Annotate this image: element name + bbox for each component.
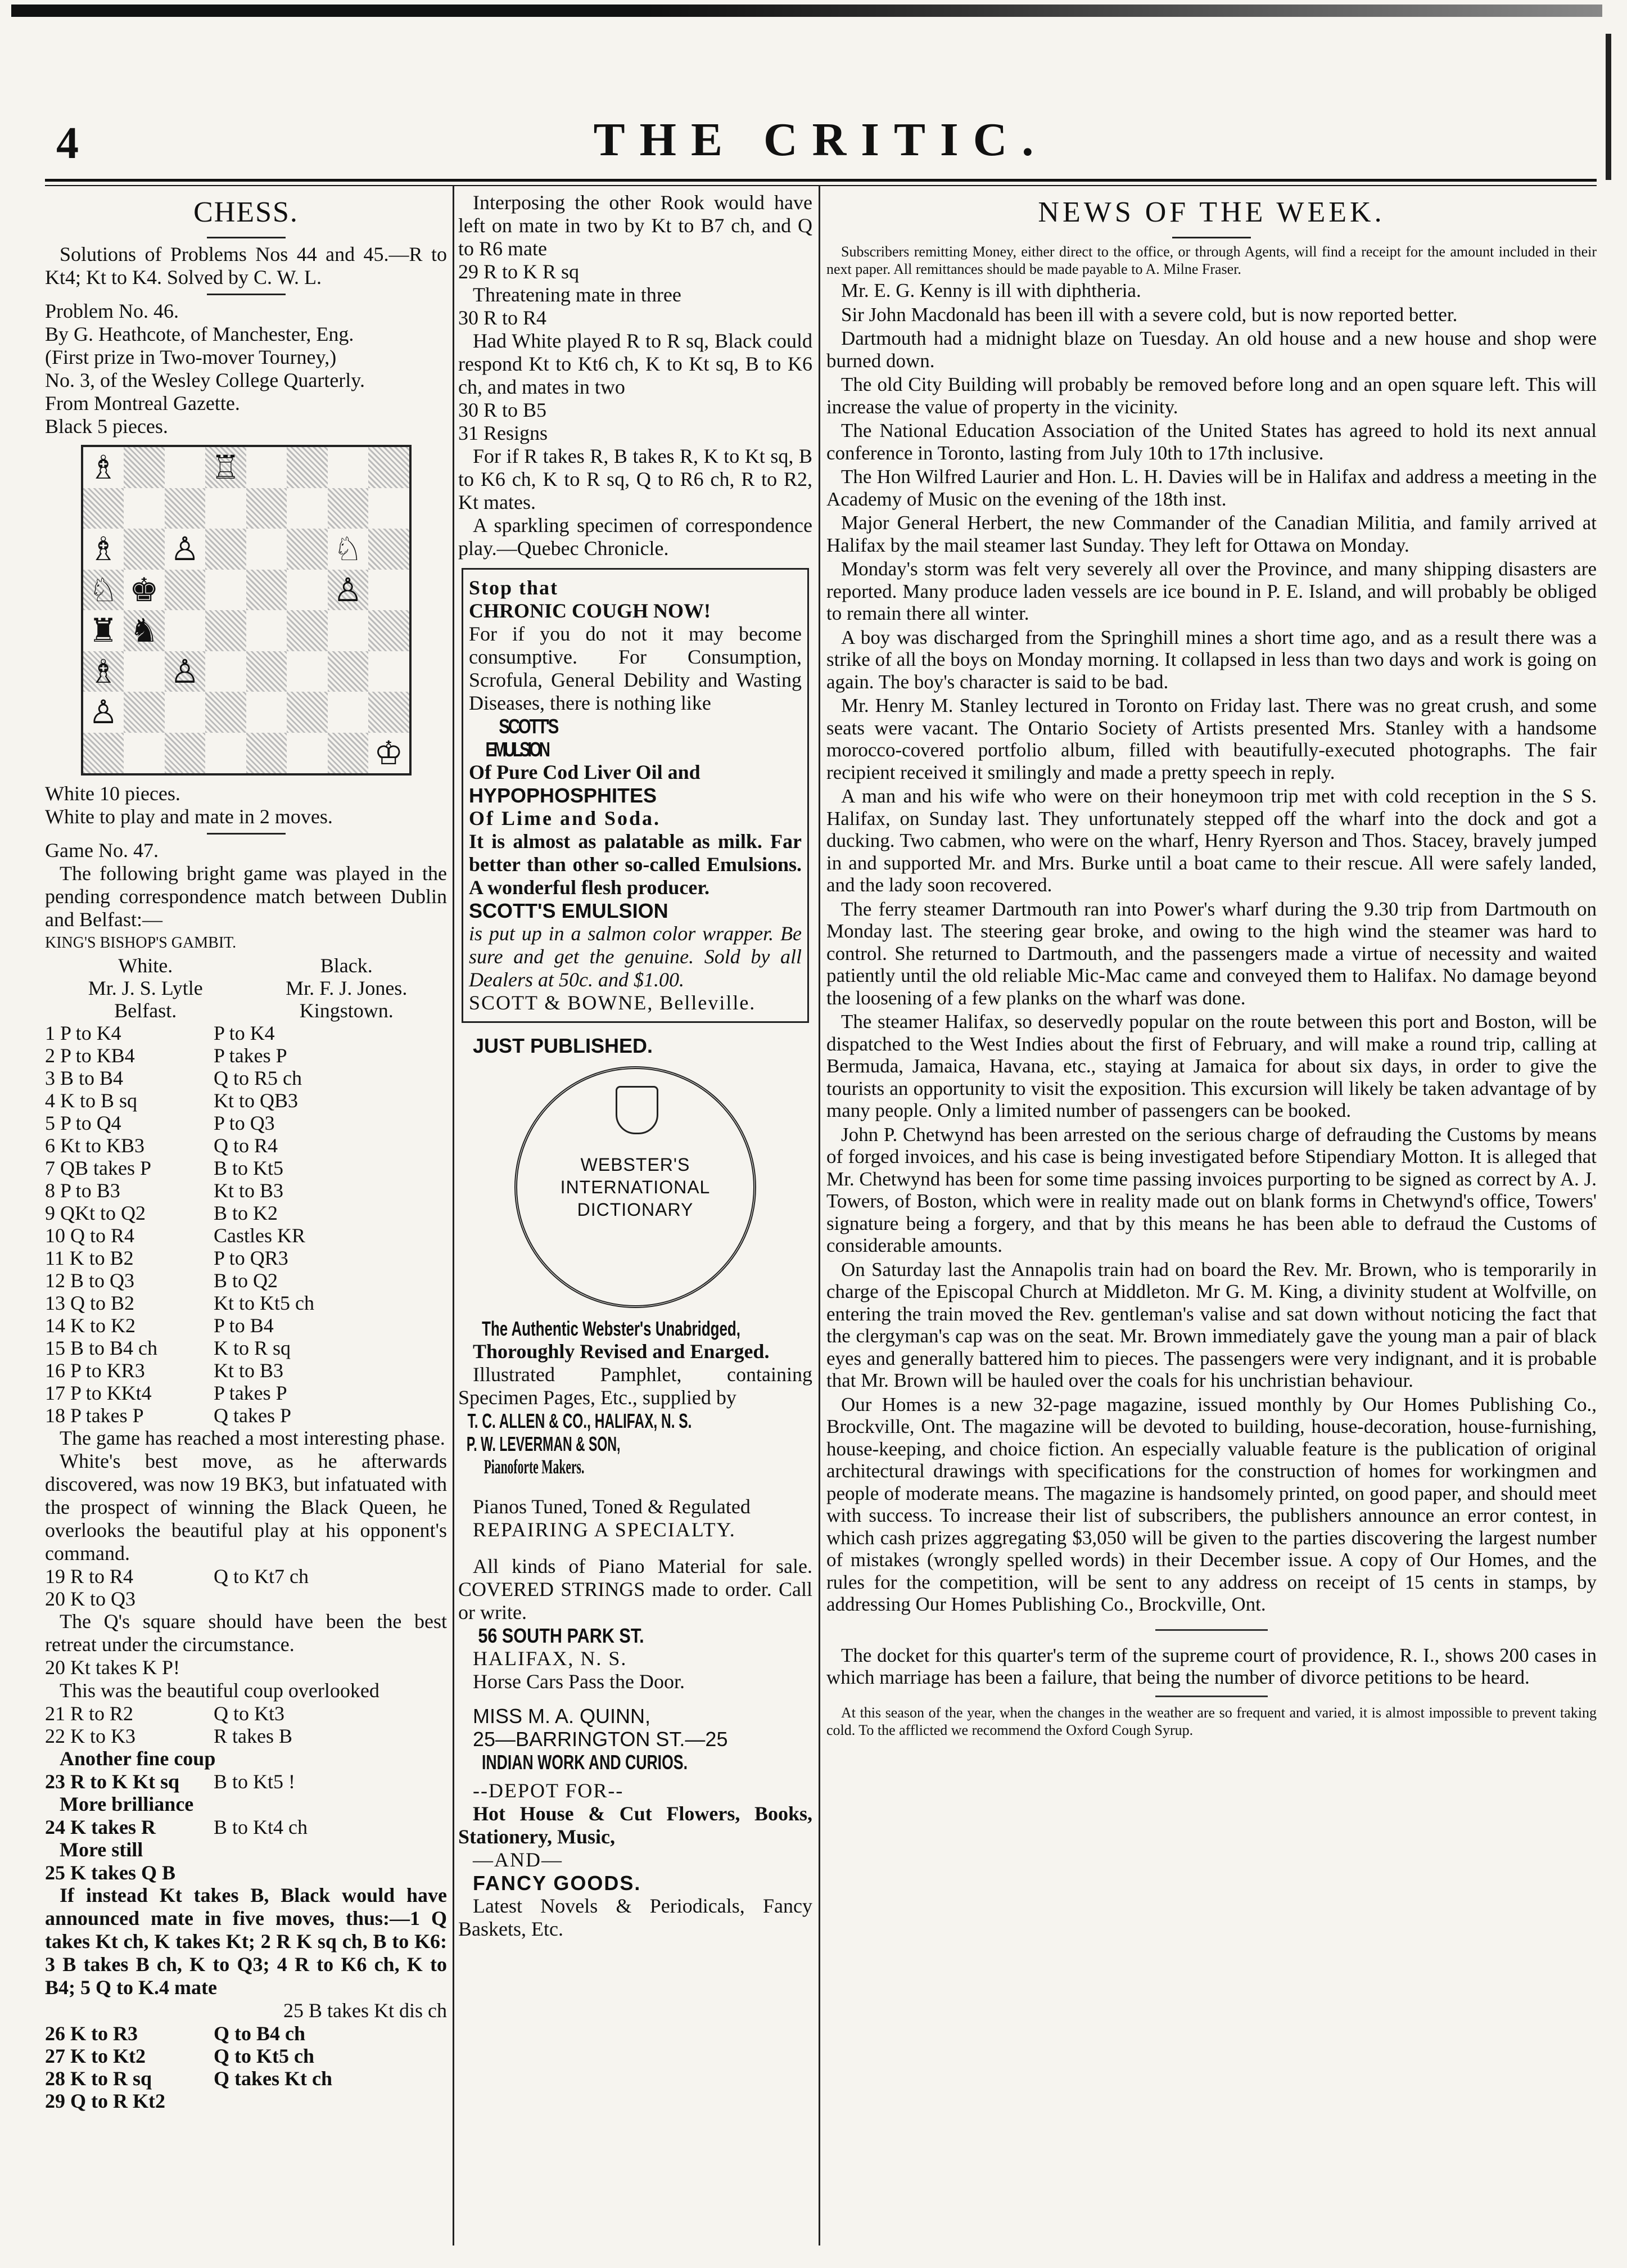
news-item: The National Education Association of the United States has agreed to hold its next annual conference in Toronto, lasting from July 10th to 17th inclusive. (826, 420, 1597, 464)
board-square (368, 692, 409, 733)
board-square (328, 651, 369, 692)
black-move: Kt to Kt5 ch (214, 1292, 314, 1314)
webster-ad (458, 1034, 812, 1432)
black-move: R takes B (214, 1725, 292, 1747)
moves-list (45, 1022, 447, 1427)
news-item: Monday's storm was felt very severely all over the Province, and many shipping disasters are reported. Many produce laden vessels are ice bound in P. E. Island, and will probably be obliged to remain there all winter. (826, 558, 1597, 624)
board-square (165, 570, 206, 611)
white-move: 10 Q to R4 (45, 1224, 135, 1247)
white-move: 19 R to R4 (45, 1565, 134, 1588)
board-square (83, 529, 124, 570)
seal-text: DICTIONARY (577, 1200, 694, 1220)
move: B to Kt5 ! (214, 1770, 296, 1793)
ad-line: HYPOPHOSPHITES (469, 784, 657, 807)
move: 25 K takes Q B (45, 1861, 176, 1884)
game-intro: The following bright game was played in the pending correspondence match between Dublin and Belfast:— (45, 862, 447, 931)
white-move: 16 P to KR3 (45, 1359, 145, 1382)
ad-brand: SCOTT'S (499, 715, 558, 738)
news-item: Major General Herbert, the new Commander of the Canadian Militia, and family arrived at Halifax by the mail steamer last Sunday. They left for Ottawa on Monday. (826, 512, 1597, 556)
board-square (165, 488, 206, 529)
white-move: 12 B to Q3 (45, 1269, 135, 1292)
moves-list (45, 1816, 447, 1838)
ad-line: Hot House & Cut Flowers, Books, Stationery, Music, (458, 1802, 812, 1848)
ad-headline: JUST PUBLISHED. (473, 1034, 653, 1057)
move: B to Kt4 ch (214, 1816, 308, 1838)
masthead-rule (45, 179, 1597, 186)
board-square (287, 447, 328, 488)
game-note: This was the beautiful coup overlooked (60, 1679, 379, 1702)
moves-list (45, 1770, 447, 1793)
move: 29 R to K R sq (458, 260, 580, 283)
white-move: 22 K to K3 (45, 1725, 135, 1747)
board-square (368, 447, 409, 488)
board-square (124, 488, 165, 529)
black-pieces: Black 5 pieces. (45, 415, 168, 438)
board-square (328, 570, 369, 611)
ad-line: --DEPOT FOR-- (473, 1779, 624, 1802)
ad-line: T. C. ALLEN & CO., HALIFAX, N. S. (467, 1409, 692, 1432)
scotts-emulsion-ad (462, 568, 809, 1023)
board-square (368, 529, 409, 570)
black-move: Q to B4 ch (214, 2022, 306, 2045)
chess-column (45, 191, 447, 2257)
seal-text: INTERNATIONAL (560, 1177, 711, 1197)
ad-line: Of Lime and Soda. (469, 807, 661, 829)
board-square (124, 651, 165, 692)
board-square (328, 529, 369, 570)
news-item: Mr. Henry M. Stanley lectured in Toronto on Friday last. There was no great crush, and some seats were vacant. The Ontario Society of Artists presented Mrs. Stanley with a handsome morocco-covered portfolio album, filled with beautifully-executed photographs. The fair recipient received it smilingly and made a pretty speech in reply. (826, 695, 1597, 783)
problem-author: By G. Heathcote, of Manchester, Eng. (45, 323, 354, 345)
board-square (205, 610, 246, 651)
news-column (826, 191, 1597, 2257)
ad-address: 56 SOUTH PARK ST. (478, 1624, 644, 1647)
problem-prize: (First prize in Two-mover Tourney,) (45, 346, 337, 368)
chess-piece-icon: ♚ (129, 570, 159, 609)
board-square (124, 610, 165, 651)
white-label: White. (118, 954, 173, 977)
news-items (826, 279, 1597, 1616)
chess-board (81, 445, 412, 775)
black-city: Kingstown. (299, 999, 394, 1022)
move: 30 R to B5 (458, 399, 547, 421)
chess-title: CHESS. (193, 196, 299, 228)
white-move: 9 QKt to Q2 (45, 1202, 146, 1224)
chess-piece-icon: ♗ (88, 530, 118, 568)
ad-copy: For if you do not it may become consumptive. For Consumption, Scrofula, General Debility and Wasting Diseases, there is nothing like (469, 623, 802, 714)
black-move: Q to R5 ch (214, 1067, 302, 1089)
board-square (124, 570, 165, 611)
black-move: P to B4 (214, 1314, 274, 1337)
board-square (287, 692, 328, 733)
black-move: P to Q3 (214, 1112, 275, 1134)
solutions: Solutions of Problems Nos 44 and 45.—R to Kt4; Kt to K4. Solved by C. W. L. (45, 243, 447, 288)
board-square (246, 447, 287, 488)
chess-piece-icon: ♘ (88, 570, 118, 609)
board-square (246, 570, 287, 611)
ad-line: HALIFAX, N. S. (473, 1647, 627, 1670)
ad-headline: Stop that (469, 576, 559, 599)
chess-piece-icon: ♗ (88, 448, 118, 486)
black-move: Q to Kt7 ch (214, 1565, 309, 1588)
chess-piece-icon: ♙ (170, 530, 200, 568)
game-note: White's best move, as he afterwards discovered, was now 19 BK3, but infatuated with the prospect of winning the Black Queen, he overlooks the beautiful play at his opponent's command. (45, 1450, 447, 1564)
ad-line: Pianos Tuned, Toned & Regulated (473, 1495, 751, 1518)
board-square (368, 651, 409, 692)
white-move: 20 K to Q3 (45, 1588, 135, 1610)
board-square (287, 733, 328, 774)
masthead (45, 112, 1597, 174)
board-square (246, 529, 287, 570)
board-square (83, 651, 124, 692)
black-move: Q takes P (214, 1404, 291, 1427)
board-square (328, 488, 369, 529)
board-square (83, 733, 124, 774)
divider (1172, 237, 1251, 238)
board-square (124, 447, 165, 488)
board-square (368, 610, 409, 651)
middle-column (458, 191, 812, 2257)
divider (1155, 1696, 1268, 1697)
game-note: If instead Kt takes B, Black would have announced mate in five moves, thus:—1 Q takes Kt ch, K takes Kt; 2 R K sq ch, B to K6: 3 B takes B ch, K to Q3; 4 R to K6 ch, K to B4; 5 Q to K.4 mate (45, 1884, 447, 1999)
black-label: Black. (320, 954, 373, 977)
ad-product: EMULSION (485, 738, 548, 761)
board-square (124, 529, 165, 570)
column-rule (819, 186, 820, 2246)
to-play: White to play and mate in 2 moves. (45, 805, 333, 828)
ad-brand: P. W. LEVERMAN & SON, (466, 1432, 621, 1455)
board-square (83, 447, 124, 488)
board-square (246, 610, 287, 651)
news-item: Sir John Macdonald has been ill with a severe cold, but is now reported better. (841, 303, 1458, 326)
board-square (328, 692, 369, 733)
board-square (246, 488, 287, 529)
news-item: Dartmouth had a midnight blaze on Tuesday. An old house and a new house and shop were burned down. (826, 327, 1597, 372)
black-move: B to K2 (214, 1202, 278, 1224)
news-item: The old City Building will probably be removed before long and an open square left. This will increase the value of property in the vicinity. (826, 373, 1597, 418)
white-move: 26 K to R3 (45, 2022, 138, 2045)
ad-line: —AND— (473, 1848, 563, 1871)
ad-signature: SCOTT & BOWNE, Belleville. (469, 991, 756, 1014)
moves-list (45, 1565, 447, 1610)
ad-line: Horse Cars Pass the Door. (473, 1670, 685, 1693)
board-square (287, 570, 328, 611)
board-square (368, 570, 409, 611)
leverman-ad (458, 1432, 812, 1693)
news-item: The steamer Halifax, so deservedly popular on the route between this port and Boston, will be dispatched to the West Indies about the first of February, and will make a round trip, calling at Bermuda, Jamaica, Havana, etc., staying at Jamaica for about six days, in order to give the tourists an opportunity to visit the exposition. This excursion will likely be taken advantage of by many people. Only a limited number of passengers can be booked. (826, 1011, 1597, 1121)
quinn-ad (458, 1705, 812, 1941)
white-move: 3 B to B4 (45, 1067, 124, 1089)
black-move: K to R sq (214, 1337, 291, 1359)
chess-piece-icon: ♔ (374, 733, 404, 772)
ad-line: Illustrated Pamphlet, containing Specimen Pages, Etc., supplied by (458, 1363, 812, 1409)
board-square (368, 733, 409, 774)
board-square (205, 651, 246, 692)
chess-piece-icon: ♘ (333, 530, 363, 568)
news-item: A man and his wife who were on their honeymoon trip met with cold reception in the S S. Halifax, on Sunday last. They unfortunately stepped off the wharf into the dock and got a ducking. Two cabmen, who were on the wharf, Henry Ryerson and Thos. Stacey, bravely jumped in and supported Mr. and Mrs. Burke until a boat came to their rescue. All were safely landed, and the lady soon recovered. (826, 785, 1597, 896)
board-square (124, 733, 165, 774)
news-item: The docket for this quarter's term of the supreme court of providence, R. I., shows 200 cases in which marriage has been a failure, that being the number of divorce petitions to be heard. (826, 1644, 1597, 1688)
board-square (328, 447, 369, 488)
black-move: B to Q2 (214, 1269, 278, 1292)
board-square (165, 610, 206, 651)
move: 20 Kt takes K P! (45, 1656, 180, 1679)
board-square (246, 651, 287, 692)
chess-piece-icon: ♖ (211, 448, 241, 486)
ad-subheadline: CHRONIC COUGH NOW! (469, 599, 711, 622)
board-square (205, 447, 246, 488)
subscriber-notice: Subscribers remitting Money, either direct to the office, or through Agents, will find a receipt for the amount included in their next paper. All remittances should be made payable to A. Milne Fraser. (826, 244, 1597, 277)
white-move: 27 K to Kt2 (45, 2045, 146, 2067)
board-square (287, 610, 328, 651)
board-square (287, 529, 328, 570)
white-move: 28 K to R sq (45, 2067, 152, 2090)
news-title: NEWS OF THE WEEK. (1038, 196, 1385, 228)
ad-line: Latest Novels & Periodicals, Fancy Baskets, Etc. (458, 1895, 812, 1940)
news-item: John P. Chetwynd has been arrested on the serious charge of defrauding the Customs by means of forged invoices, and his case is being investigated before Stipendiary Motton. It is alleged that Mr. Chetwynd has been for some time passing invoices purporting to be signed as correct by A. J. Towers, of Boston, which were in reality made out on blank forms in Chetwynd's office, Towers' signature being a forgery, and that by this means he has been able to defraud the Customs of considerable amounts. (826, 1123, 1597, 1256)
game-title: Game No. 47. (45, 839, 159, 862)
black-move: Q to Kt5 ch (214, 2045, 314, 2067)
chess-piece-icon: ♞ (129, 611, 159, 650)
black-move: Kt to B3 (214, 1359, 284, 1382)
board-square (83, 692, 124, 733)
board-square (205, 488, 246, 529)
black-move (214, 1588, 447, 1610)
column-rule (453, 186, 454, 2246)
black-move: B to Kt5 (214, 1157, 284, 1179)
black-move: Castles KR (214, 1224, 306, 1247)
badge-icon (616, 1086, 658, 1134)
black-move: P takes P (214, 1044, 287, 1067)
problem-source: No. 3, of the Wesley College Quarterly. (45, 369, 365, 391)
opening: KING'S BISHOP'S GAMBIT. (45, 934, 237, 952)
board-square (83, 570, 124, 611)
white-move: 7 QB takes P (45, 1157, 151, 1179)
board-square (205, 692, 246, 733)
news-item: At this season of the year, when the changes in the weather are so frequent and varied, it is almost impossible to prevent taking cold. To the afflicted we recommend the Oxford Cough Syrup. (826, 1704, 1597, 1738)
game-note: Threatening mate in three (473, 283, 681, 306)
white-move: 13 Q to B2 (45, 1292, 135, 1314)
black-move: Q takes Kt ch (214, 2067, 332, 2090)
news-item: On Saturday last the Annapolis train had on board the Rev. Mr. Brown, who is temporarily in charge of the Episcopal Church at Middleton. Mr G. M. King, a divinity student at Wolfville, on entering the train moved the Rev. gentleman's valise and sat down without noticing the fact that the clergyman's cap was on the seat. Mr. Brown immediately gave the young man a pair of black eyes and generally battered him to pieces. The passengers were very indignant, and it is probable that Mr. Brown will be hauled over the coals for his unchristian behaviour. (826, 1258, 1597, 1391)
game-note: Interposing the other Rook would have left on mate in two by Kt to B7 ch, and Q to R6 mate (458, 191, 812, 260)
board-square (205, 570, 246, 611)
edge-mark (1606, 34, 1611, 180)
ad-product: Pianoforte Makers. (483, 1455, 585, 1478)
board-square (328, 610, 369, 651)
divider (1155, 1629, 1268, 1631)
board-square (83, 488, 124, 529)
ad-line: The Authentic Webster's Unabridged, (482, 1317, 740, 1340)
ad-address: 25—BARRINGTON ST.—25 (473, 1728, 728, 1751)
ad-brand: MISS M. A. QUINN, (473, 1705, 651, 1728)
game-note: Another fine coup (60, 1747, 216, 1770)
game-note: The Q's square should have been the best retreat under the circumstance. (45, 1610, 447, 1656)
divider (207, 237, 286, 238)
black-move: Q to R4 (214, 1134, 278, 1157)
ad-copy: All kinds of Piano Material for sale. COVERED STRINGS made to order. Call or write. (458, 1555, 812, 1624)
board-square (368, 488, 409, 529)
white-move: 6 Kt to KB3 (45, 1134, 145, 1157)
divider (207, 294, 286, 295)
game-note: More brilliance (60, 1793, 194, 1815)
news-item: The ferry steamer Dartmouth ran into Power's wharf during the 9.30 trip from Dartmouth on Monday last. The steering gear broke, and owing to the high wind the steamer was hard to control. She returned to Dartmouth, and the passengers made a virtue of necessity and waited patiently until the old reliable Mic-Mac came and conveyed them to Halifax. No damage beyond the loosening of a few planks on the wharf was done. (826, 898, 1597, 1009)
move: 31 Resigns (458, 422, 548, 444)
game-note: A sparkling specimen of correspondence play.—Quebec Chronicle. (458, 514, 812, 560)
white-move: 11 K to B2 (45, 1247, 134, 1269)
ad-copy: It is almost as palatable as milk. Far better than other so-called Emulsions. A wonderful flesh producer. (469, 830, 802, 899)
board-square (165, 692, 206, 733)
white-move: 5 P to Q4 (45, 1112, 121, 1134)
ad-line: Thoroughly Revised and Enarged. (473, 1340, 770, 1363)
white-move: 29 Q to R Kt2 (45, 2090, 165, 2112)
board-square (328, 733, 369, 774)
black-move: Kt to QB3 (214, 1089, 299, 1112)
white-player: Mr. J. S. Lytle (88, 977, 203, 999)
white-move: 21 R to R2 (45, 1702, 134, 1725)
game-note: The game has reached a most interesting phase. (60, 1427, 445, 1449)
white-city: Belfast. (114, 999, 177, 1022)
seal-text: WEBSTER'S (580, 1155, 690, 1175)
players (45, 954, 447, 1022)
white-move: 4 K to B sq (45, 1089, 138, 1112)
move (214, 1861, 447, 1884)
ad-line: INDIAN WORK AND CURIOS. (481, 1751, 688, 1774)
white-move: 15 B to B4 ch (45, 1337, 158, 1359)
news-item: A boy was discharged from the Springhill mines a short time ago, and as a result there was a strike of all the boys on Monday morning. It collapsed in less than two days and work is going on again. The boy's character is said to be bad. (826, 626, 1597, 693)
top-border (11, 4, 1602, 17)
board-square (287, 488, 328, 529)
ad-line: SCOTT'S EMULSION (469, 899, 668, 922)
board-square (246, 692, 287, 733)
news-item: Our Homes is a new 32-page magazine, issued monthly by Our Homes Publishing Co., Brockville, Ont. The magazine will be devoted to building, house-decoration, house-furnishing, house-keeping, and choice fiction. An especially valuable feature is the publication of original architectural drawings with specifications for the construction of homes for workingmen and people of moderate means. The magazine is handsomely printed, on good paper, and should meet with success. To increase their list of subscribers, the publishers announce an error contest, in which cash prizes aggregating $3,050 will be given to the parties discovering the largest number of mistakes (wrongly spelled words) in their December issue. A copy of Our Homes, and the rules for the competition, will be sent to any address on receipt of 15 cents in stamps, by addressing Our Homes Publishing Co., Brockville, Ont. (826, 1393, 1597, 1615)
board-square (246, 733, 287, 774)
black-move: P to QR3 (214, 1247, 288, 1269)
black-move: P to K4 (214, 1022, 275, 1044)
game-note: Had White played R to R sq, Black could respond Kt to Kt6 ch, K to Kt sq, B to K6 ch, and mates in two (458, 330, 812, 398)
board-square (83, 610, 124, 651)
ad-copy: is put up in a salmon color wrapper. Be sure and get the genuine. Sold by all Dealers at 50c. and $1.00. (469, 922, 802, 991)
move: 24 K takes R (45, 1816, 156, 1838)
white-move: 17 P to KKt4 (45, 1382, 152, 1404)
white-move: 1 P to K4 (45, 1022, 121, 1044)
move: 25 B takes Kt dis ch (283, 1999, 447, 2022)
dictionary-seal-icon (514, 1066, 756, 1308)
paper-title: THE CRITIC. (593, 114, 1048, 166)
moves-list (45, 1702, 447, 1747)
board-square (165, 529, 206, 570)
moves-list (45, 1861, 447, 1884)
board-square (205, 529, 246, 570)
moves-list (45, 2022, 447, 2112)
black-player: Mr. F. J. Jones. (286, 977, 408, 999)
problem-source: From Montreal Gazette. (45, 392, 240, 414)
news-item: The Hon Wilfred Laurier and Hon. L. H. Davies will be in Halifax and address a meeting in the Academy of Music on the evening of the 18th inst. (826, 466, 1597, 510)
white-move: 8 P to B3 (45, 1179, 120, 1202)
chess-piece-icon: ♙ (170, 652, 200, 691)
chess-piece-icon: ♙ (88, 693, 118, 731)
ad-line: REPAIRING A SPECIALTY. (473, 1518, 736, 1541)
black-move: Kt to B3 (214, 1179, 284, 1202)
white-move: 2 P to KB4 (45, 1044, 135, 1067)
game-note: More still (60, 1838, 143, 1861)
game-note: For if R takes R, B takes R, K to Kt sq, B to K6 ch, K to R sq, Q to R6 ch, R to R2, Kt mates. (458, 445, 812, 513)
board-square (165, 651, 206, 692)
chess-piece-icon: ♜ (88, 611, 118, 650)
black-move (214, 2090, 447, 2112)
board-square (165, 447, 206, 488)
board-square (205, 733, 246, 774)
ad-line: FANCY GOODS. (473, 1872, 641, 1895)
problem-title: Problem No. 46. (45, 300, 179, 322)
black-move: Q to Kt3 (214, 1702, 284, 1725)
move: 23 R to K Kt sq (45, 1770, 180, 1793)
board-square (124, 692, 165, 733)
move: 30 R to R4 (458, 306, 547, 329)
white-move: 14 K to K2 (45, 1314, 135, 1337)
board-square (287, 651, 328, 692)
ad-line: Of Pure Cod Liver Oil and (469, 761, 700, 783)
white-pieces: White 10 pieces. (45, 782, 180, 805)
chess-piece-icon: ♗ (88, 652, 118, 691)
black-move: P takes P (214, 1382, 287, 1404)
page-number: 4 (56, 119, 79, 168)
news-item: Mr. E. G. Kenny is ill with diphtheria. (841, 279, 1141, 301)
chess-piece-icon: ♙ (333, 570, 363, 609)
divider (207, 833, 286, 835)
white-move: 18 P takes P (45, 1404, 144, 1427)
board-square (165, 733, 206, 774)
